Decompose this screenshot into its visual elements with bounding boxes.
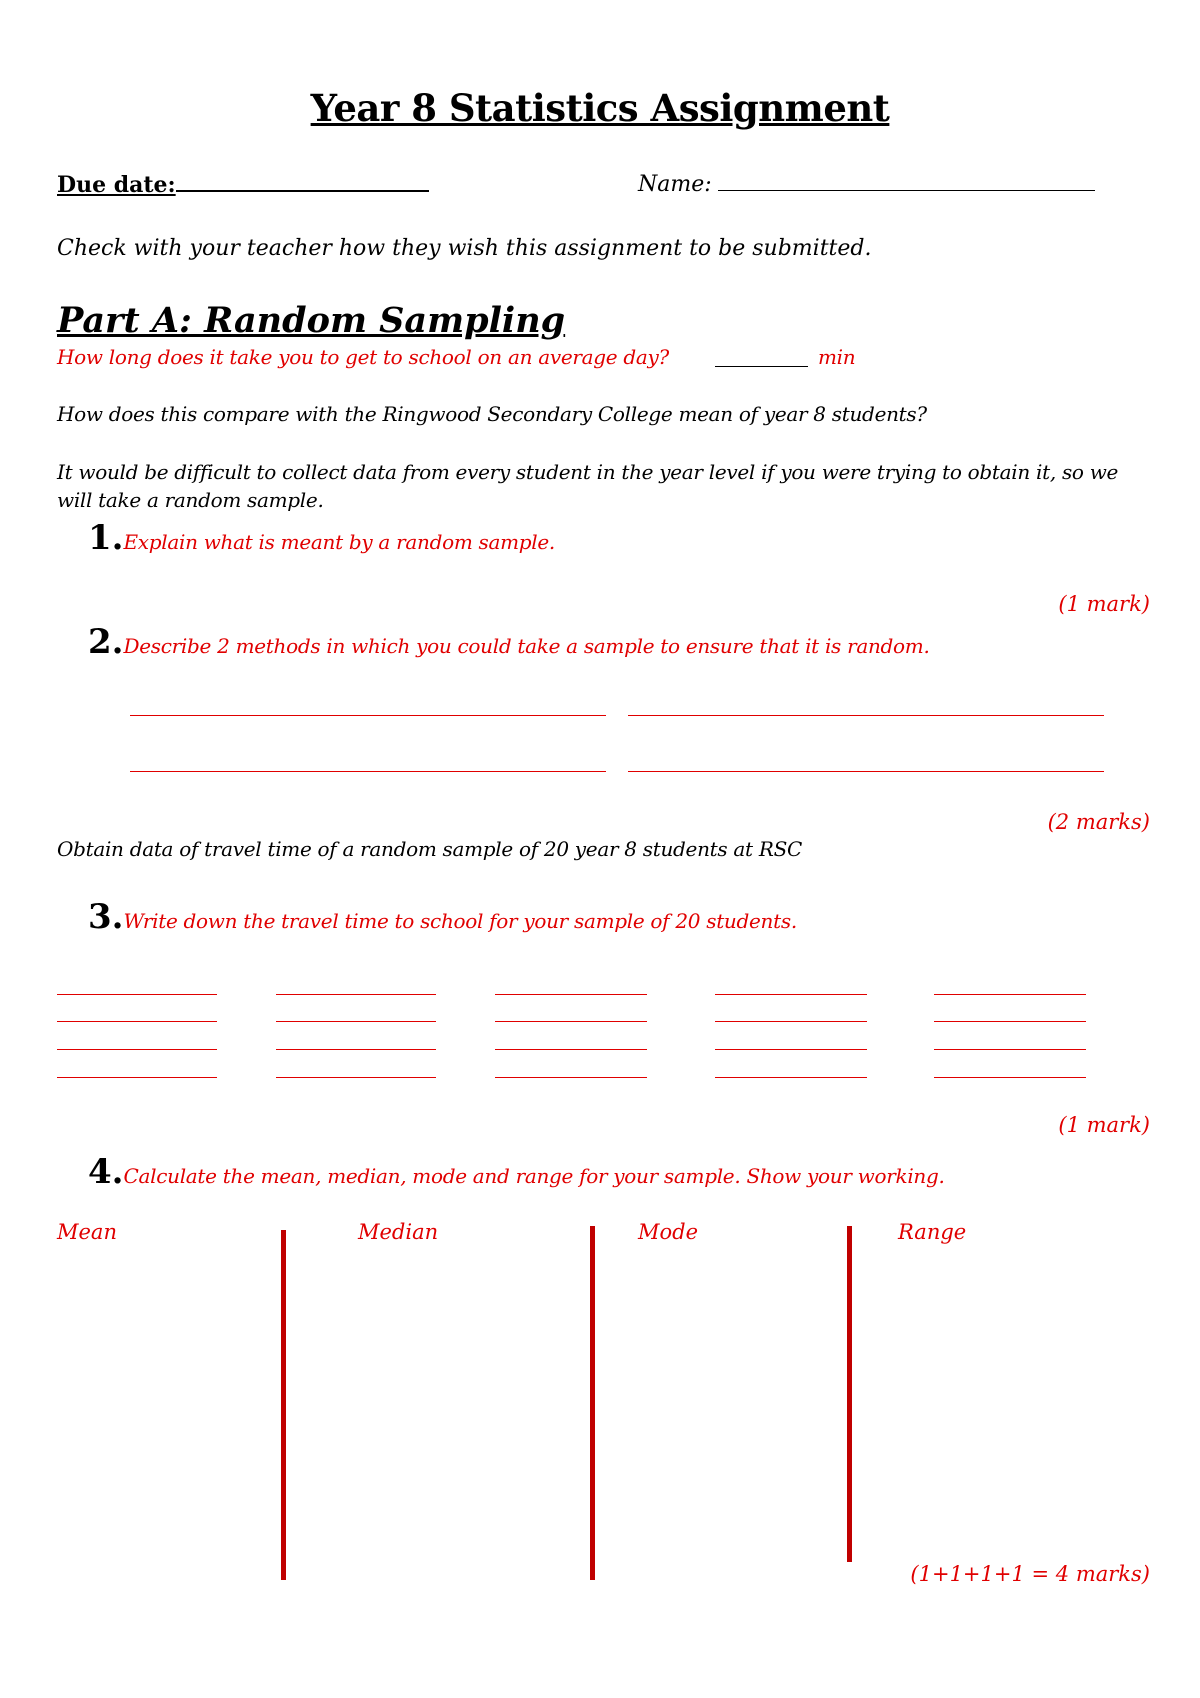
due-date-line[interactable] [176, 170, 429, 192]
part-a-heading: Part A: Random Sampling [57, 300, 566, 341]
sample-answer-line[interactable] [934, 1021, 1086, 1022]
mode-label: Mode [638, 1220, 699, 1244]
minutes-answer-line[interactable] [715, 366, 808, 367]
sample-answer-line[interactable] [715, 1077, 867, 1078]
question-3-text: Write down the travel time to school for your sample of 20 students. [123, 909, 797, 933]
sample-answer-line[interactable] [715, 1021, 867, 1022]
sample-answer-line[interactable] [495, 1021, 647, 1022]
question-1-text: Explain what is meant by a random sample. [123, 530, 555, 554]
question-3-number: 3. [88, 897, 124, 937]
median-label: Median [358, 1220, 439, 1244]
intro-question-text: How long does it take you to get to school on an average day? [57, 345, 669, 369]
column-divider [590, 1226, 595, 1580]
question-4-marks: (1+1+1+1 = 4 marks) [910, 1562, 1150, 1586]
mean-working-area[interactable] [57, 1255, 272, 1575]
sample-answer-line[interactable] [934, 1049, 1086, 1050]
sample-answer-line[interactable] [495, 994, 647, 995]
sample-answer-line[interactable] [57, 994, 217, 995]
question-3-marks: (1 mark) [1058, 1113, 1150, 1137]
sample-answer-line[interactable] [57, 1021, 217, 1022]
column-divider [281, 1230, 286, 1580]
due-date-field[interactable] [57, 170, 429, 198]
answer-line[interactable] [628, 771, 1104, 772]
question-1-number: 1. [88, 518, 124, 558]
question-4-number: 4. [88, 1152, 124, 1192]
question-4-text: Calculate the mean, median, mode and range for your sample. Show your working. [123, 1164, 945, 1188]
intro-question [57, 345, 669, 369]
minutes-unit: min [818, 345, 856, 369]
sample-answer-line[interactable] [934, 1077, 1086, 1078]
sample-answer-line[interactable] [715, 1049, 867, 1050]
name-line[interactable] [718, 170, 1095, 191]
question-2-text: Describe 2 methods in which you could take a sample to ensure that it is random. [123, 634, 930, 658]
answer-line[interactable] [130, 715, 606, 716]
question-1 [88, 518, 555, 558]
due-date-label: Due date: [57, 172, 176, 198]
question-2-marks: (2 marks) [1047, 810, 1150, 834]
question-2 [88, 622, 930, 662]
sample-answer-line[interactable] [276, 1049, 436, 1050]
sample-answer-line[interactable] [495, 1049, 647, 1050]
sample-answer-line[interactable] [934, 994, 1086, 995]
answer-line[interactable] [628, 715, 1104, 716]
mode-working-area[interactable] [602, 1255, 837, 1575]
sample-answer-line[interactable] [276, 1021, 436, 1022]
range-working-area[interactable] [860, 1255, 1150, 1555]
sample-answer-line[interactable] [276, 994, 436, 995]
question-1-marks: (1 mark) [1058, 592, 1150, 616]
sample-answer-line[interactable] [57, 1077, 217, 1078]
range-label: Range [898, 1220, 967, 1244]
question-3 [88, 897, 797, 937]
answer-line[interactable] [130, 771, 606, 772]
compare-question: How does this compare with the Ringwood Secondary College mean of year 8 students? [57, 402, 927, 426]
sample-answer-line[interactable] [276, 1077, 436, 1078]
sample-answer-line[interactable] [57, 1049, 217, 1050]
sample-answer-line[interactable] [495, 1077, 647, 1078]
question-4 [88, 1152, 945, 1192]
obtain-data-text: Obtain data of travel time of a random sample of 20 year 8 students at RSC [57, 837, 803, 861]
page-title: Year 8 Statistics Assignment [310, 86, 890, 130]
median-working-area[interactable] [300, 1255, 580, 1575]
question-2-number: 2. [88, 622, 124, 662]
mean-label: Mean [57, 1220, 117, 1244]
column-divider [847, 1226, 852, 1562]
name-label: Name: [638, 172, 712, 197]
name-field[interactable] [638, 170, 1095, 197]
difficult-text: It would be difficult to collect data from every student in the year level if you were trying to obtain it, so we will take a random sample. [57, 460, 1119, 512]
sample-answer-line[interactable] [715, 994, 867, 995]
submission-note: Check with your teacher how they wish this assignment to be submitted. [57, 236, 872, 261]
